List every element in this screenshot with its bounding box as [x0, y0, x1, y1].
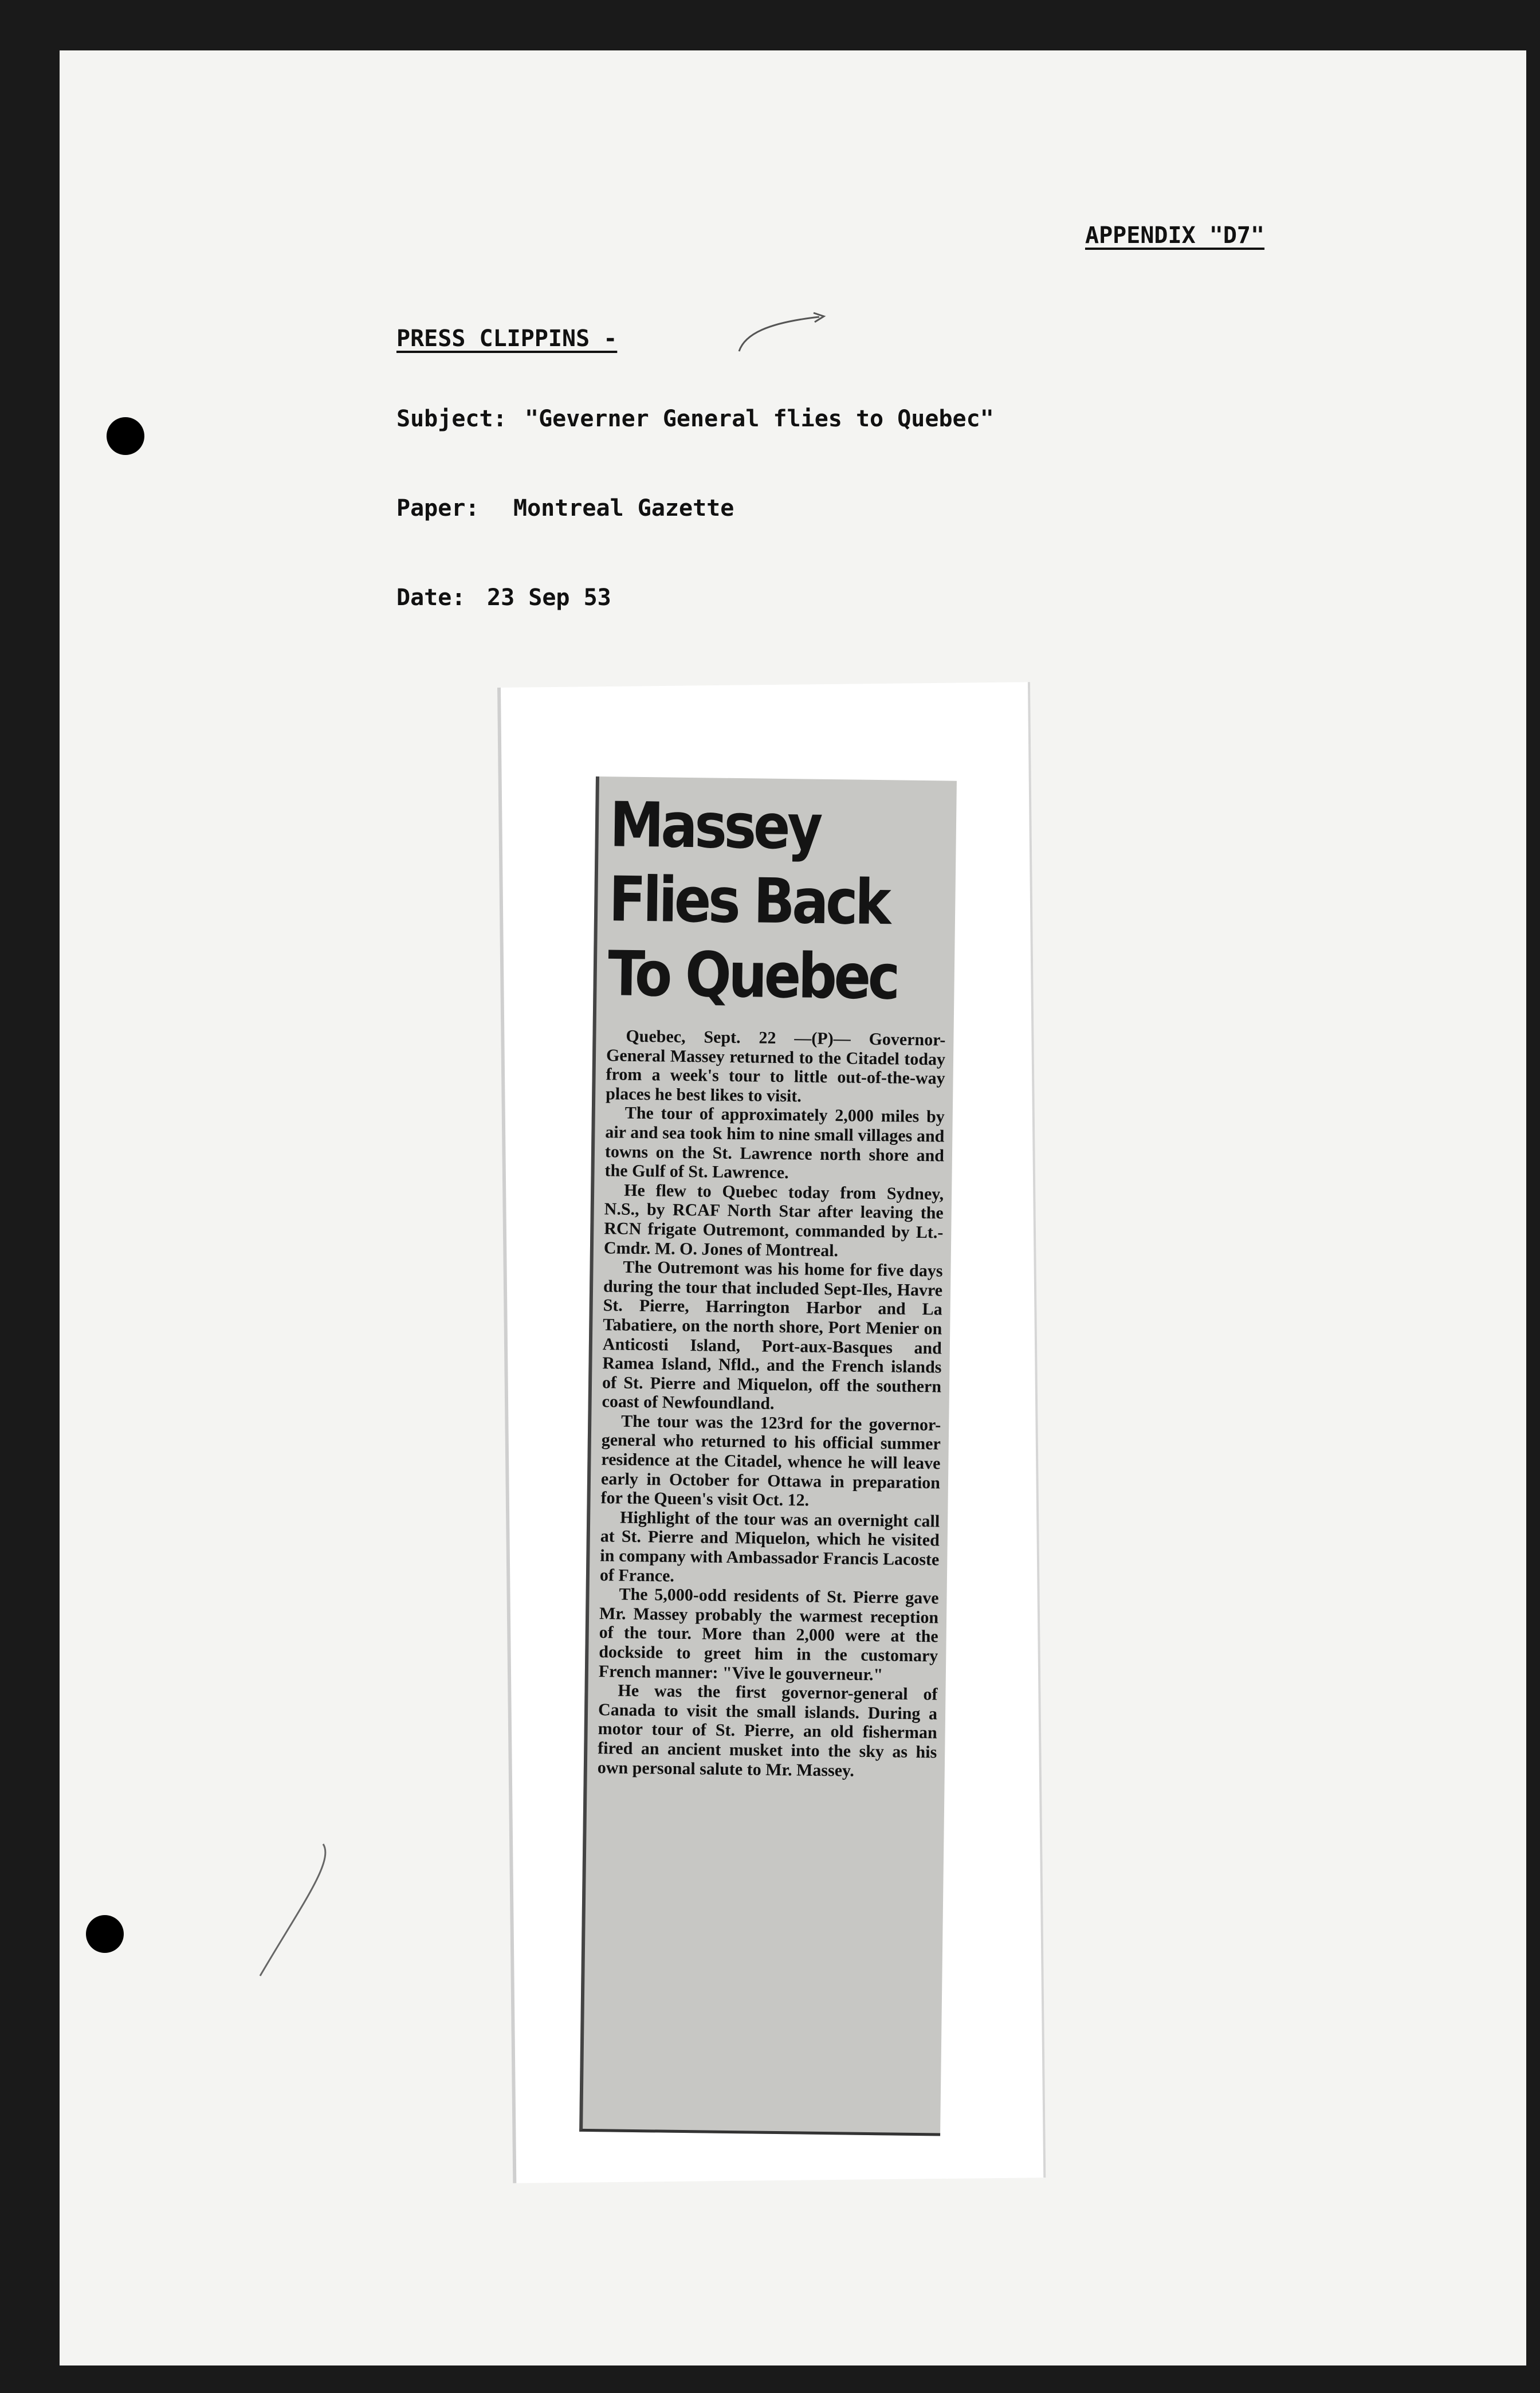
pen-mark: [733, 303, 836, 360]
date-label: Date:: [396, 584, 466, 611]
appendix-label: APPENDIX "D7": [1085, 222, 1265, 249]
article-paragraph: He was the first governor-general of Canada to visit the small islands. During a motor tour of St. Pierre, an old fisherman fired an ancient musket into the sky as his own personal salute to Mr. Massey.: [597, 1681, 938, 1780]
article-paragraph: The tour was the 123rd for the governor-general who returned to his official summer residence at the Citadel, whence he will leave early in October for Ottawa in preparation for the Queen's visit Oct. 12.: [600, 1411, 941, 1510]
punch-hole-bottom: [86, 1915, 124, 1953]
article-body: [598, 1026, 946, 1781]
clipping-headline: [596, 776, 957, 1016]
paper-value: Montreal Gazette: [513, 495, 734, 521]
article-paragraph: The Outremont was his home for five days during the tour that included Sept-Iles, Havre St. Pierre, Harrington Harbor and La Tabatiere, on the north shore, Port Menier on Anticosti Island, Port-aux-Basques and Ramea Island, Nfld., and the French islands of St. Pierre and Miquelon, off the southern coast of Newfoundland.: [602, 1257, 943, 1414]
headline-line: Flies Back: [608, 864, 889, 939]
punch-hole-top: [107, 417, 144, 455]
article-paragraph: He flew to Quebec today from Sydney, N.S., by RCAF North Star after leaving the RCN frigate Outremont, commanded by Lt.-Cmdr. M. O. Jones of Montreal.: [603, 1180, 944, 1260]
headline-line: Massey: [609, 789, 820, 864]
paper-label: Paper:: [396, 495, 480, 521]
article-paragraph: Quebec, Sept. 22 —(P)— Governor-General Massey returned to the Citadel today from a week's tour to little out-of-the-way places he best likes to visit.: [606, 1026, 946, 1106]
subject-value: "Geverner General flies to Quebec": [525, 406, 994, 432]
article-paragraph: The 5,000-odd residents of St. Pierre gave Mr. Massey probably the warmest reception of the tour. More than 2,000 were at the dockside to greet him in the customary French manner: "Vive le gouverneur.": [598, 1584, 939, 1684]
press-clippings-title: PRESS CLIPPINS -: [396, 325, 618, 352]
headline-line: To Quebec: [607, 938, 898, 1014]
article-paragraph: Highlight of the tour was an overnight call at St. Pierre and Miquelon, which he visited in company with Ambassador Francis Lacoste of France.: [599, 1508, 940, 1586]
date-value: 23 Sep 53: [487, 584, 611, 611]
article-paragraph: The tour of approximately 2,000 miles by air and sea took him to nine small villages and towns on the St. Lawrence north shore and the Gulf of St. Lawrence.: [604, 1104, 945, 1183]
subject-label: Subject:: [396, 406, 507, 432]
newspaper-clipping: [579, 776, 957, 2136]
pencil-stroke: [254, 1838, 335, 1987]
